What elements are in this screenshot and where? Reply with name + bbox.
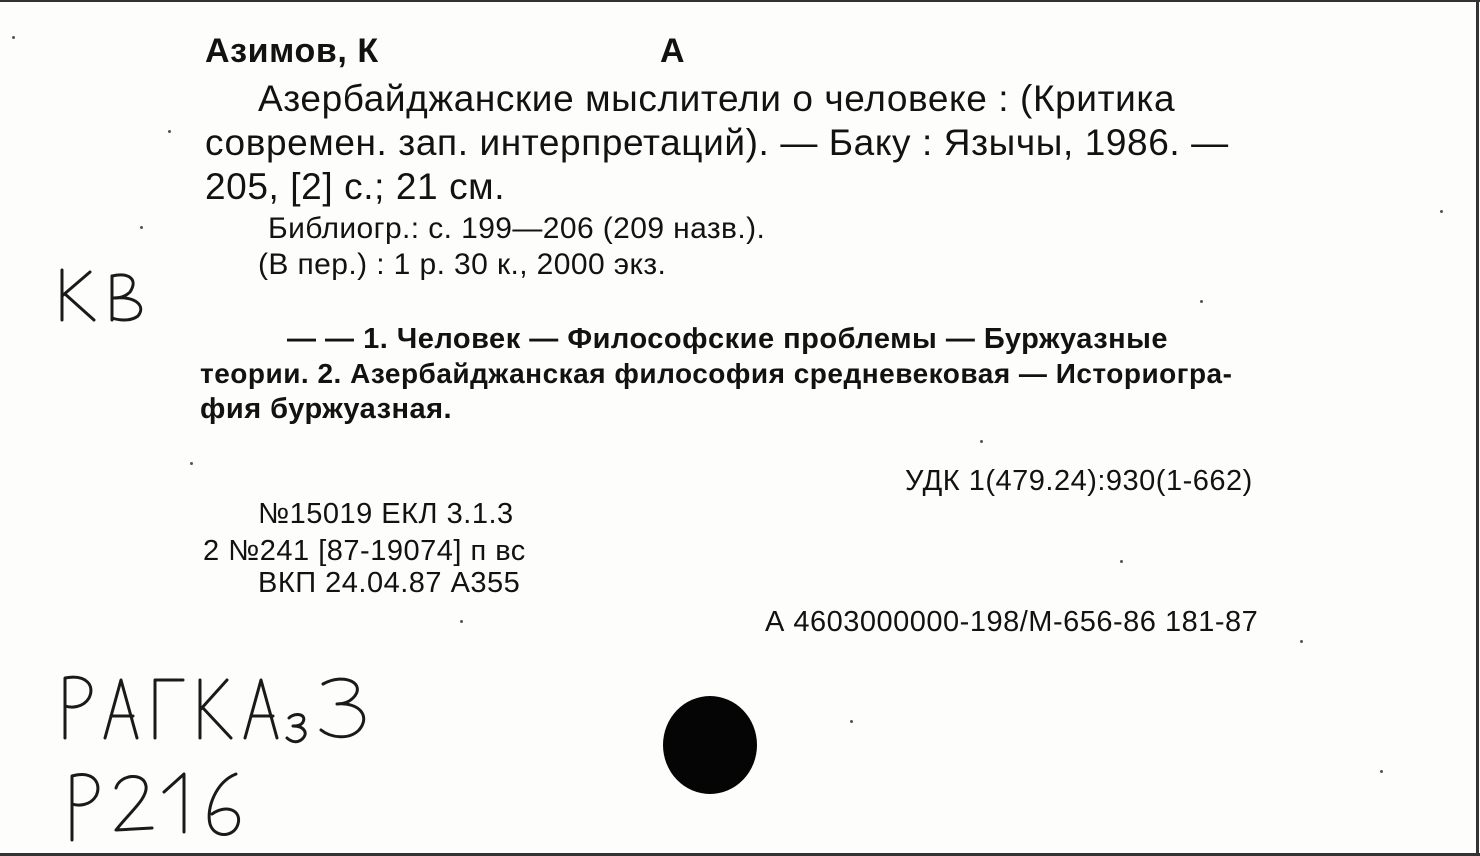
scan-speck bbox=[460, 620, 463, 623]
scan-speck bbox=[850, 720, 853, 723]
scan-speck bbox=[12, 36, 15, 39]
scan-speck bbox=[1200, 300, 1203, 303]
handwritten-shelf-number bbox=[60, 762, 260, 852]
udk-code: УДК 1(479.24):930(1-662) bbox=[905, 465, 1253, 497]
record-line-1: №15019 ЕКЛ 3.1.3 bbox=[258, 498, 514, 530]
scan-speck bbox=[980, 440, 983, 443]
scan-speck bbox=[1300, 640, 1303, 643]
scan-speck bbox=[168, 130, 171, 133]
scan-speck bbox=[1440, 210, 1443, 213]
subjects-line-2: теории. 2. Азербайджанская философия средневековая — Историогра- bbox=[200, 358, 1233, 389]
scan-speck bbox=[1120, 560, 1123, 563]
subjects-line-3: фия буржуазная. bbox=[200, 393, 453, 425]
handwritten-kv-mark bbox=[50, 262, 160, 332]
record-line-3: ВКП 24.04.87 А355 bbox=[258, 567, 521, 599]
punch-hole bbox=[663, 696, 757, 794]
scan-speck bbox=[140, 226, 143, 229]
title-line-3: 205, [2] с.; 21 см. bbox=[205, 166, 506, 207]
subjects-line-1: — — 1. Человек — Философские проблемы — Буржуазные bbox=[287, 323, 1169, 355]
author-heading: Азимов, К bbox=[205, 32, 379, 70]
scan-speck bbox=[190, 462, 193, 465]
title-line-2: современ. зап. интерпретаций). — Баку : Язычы, 1986. — bbox=[205, 122, 1229, 163]
title-line-1: Азербайджанские мыслители о человеке : (Критика bbox=[258, 78, 1176, 119]
card-right-border bbox=[1476, 0, 1479, 856]
card-top-border bbox=[0, 0, 1480, 2]
author-letter: А bbox=[660, 32, 686, 70]
handwritten-shelf-code bbox=[55, 668, 415, 748]
scan-speck bbox=[1380, 770, 1383, 773]
bibliography-note: Библиогр.: с. 199—206 (209 назв.). bbox=[268, 212, 766, 245]
price-note: (В пер.) : 1 р. 30 к., 2000 экз. bbox=[258, 248, 667, 281]
index-code: А 4603000000-198/М-656-86 181-87 bbox=[765, 606, 1259, 638]
record-line-2: 2 №241 [87-19074] п вс bbox=[203, 535, 526, 567]
